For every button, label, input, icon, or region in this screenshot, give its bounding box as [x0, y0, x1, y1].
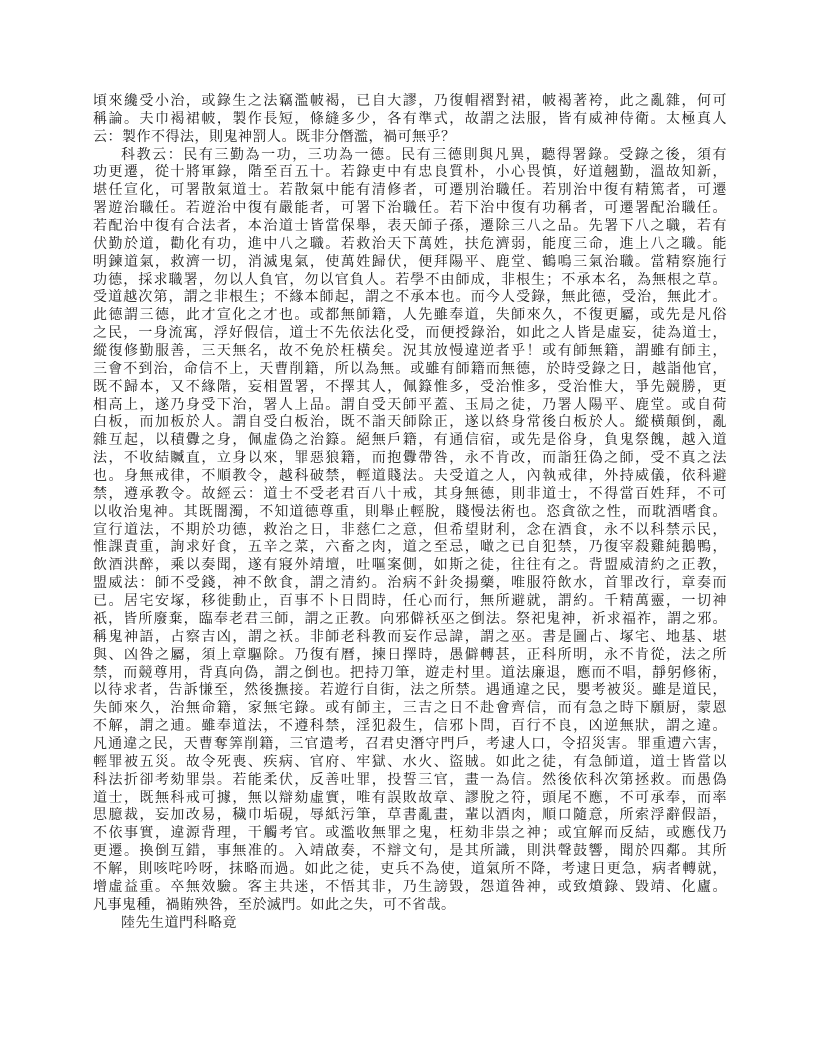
text-line: 伏勤於道，勸化有功，進中八之職。若救治天下萬姓，扶危濟弱，能度三命，進上八之職。能	[93, 235, 727, 252]
text-line: 祇，皆所廢棄，臨奉老君三師，謂之正教。向邪僻袄巫之倒法。祭祀鬼神，祈求福祚，謂之邪。	[93, 610, 727, 627]
text-line: 以收治鬼神。其既闇濁，不知道德尊重，則舉止輕脫，賤慢法術也。恣貪欲之性，而耽酒嗜食。	[93, 503, 727, 520]
text-line: 道士，既無科戒可據，無以辯劾虛實，唯有誤敗故章、謬脫之符，頭尾不應，不可承奉，而率	[93, 789, 727, 806]
text-line: 受道越次第，謂之非根生；不緣本師起，謂之不承本也。而今人受錄，無此德，受治，無此才。	[93, 289, 727, 306]
text-line: 功德，採求職署，勿以人負官，勿以官負人。若學不由師成，非根生；不承本名，為無根之草。	[93, 271, 727, 288]
text-line: 與、凶咎之屬，須上章驅除。乃復有曆，揀日擇時，愚僻轉甚，正科所明，永不肯從，法之所	[93, 646, 727, 663]
text-line: 也。身無戒律，不順教令，越科破禁，輕道賤法。夫受道之人，內執戒律，外持威儀，依科避	[93, 468, 727, 485]
text-line: 雜互起，以積釁之身，佩虛偽之治籙。絕無戶籍，有通信宿，或先是俗身，負鬼祭餽，越入道	[93, 432, 727, 449]
text-line: 輕罪被五災。故令死喪、疾病、官府、牢獄、水火、盜賊。如此之徒，有急師道，道士皆當以	[93, 753, 727, 770]
text-line: 更遷。換倒互錯，事無准的。入靖啟奏，不辯文句，是其所識，則洪聲鼓響，聞於四鄰。其所	[93, 843, 727, 860]
text-line: 明鍊道氣，救濟一切，消滅鬼氣，使萬姓歸伏，便拜陽平、鹿堂、鶴鳴三氣治職。當精察施行	[93, 253, 727, 270]
text-line: 若配治中復有合法者，本治道士皆當保舉，表天師子孫，遷除三八之品。先署下八之職，若有	[93, 218, 727, 235]
text-line: 以待求者，告訴慊至，然後撫接。若遊行自街，法之所禁。遇通違之民，嬰考被災。雖是道民，	[93, 682, 727, 699]
text-line: 已。居宅安塚，移徙動止，百事不卜日問時，任心而行，無所避就，謂約。千精萬靈，一切神	[93, 593, 727, 610]
text-line: 署遊治職任。若遊治中復有嚴能者，可署下治職任。若下治中復有功稱者，可遷署配治職任。	[93, 200, 727, 217]
text-block	[93, 93, 727, 932]
text-line: 三會不到治，命信不上，天曹削籍，所以為無。或雖有師籍而無德，於時受錄之日，越詣他官，	[93, 360, 727, 377]
text-line: 白板，而加板於人。謂自受白板治，既不詣天師除正，遂以終身常後白板於人。縱橫顛倒，亂	[93, 414, 727, 431]
text-line: 禁，遵承教令。故經云：道士不受老君百八十戒，其身無德，則非道士，不得當百姓拜，不可	[93, 485, 727, 502]
text-line: 此德謂三德，此才宣化之才也。或都無師籍，人先雖奉道，失師來久，不復更屬，或先是凡俗	[93, 307, 727, 324]
text-line: 思臆裁，妄加改易，穢巾垢硯，辱紙污筆，草書亂畫，輩以酒肉，順口隨意，所索浮辭假語，	[93, 807, 727, 824]
text-line: 陸先生道門科略竟	[121, 914, 237, 931]
text-line: 科法折卻考劾罪祟。若能柔伏，反善吐罪，投誓三官，畫一為信。然後依科次第拯救。而愚偽	[93, 771, 727, 788]
text-line: 宣行道法，不期於功德，救治之日，非慈仁之意，但希望財利，念在酒食，永不以科禁示民，	[93, 521, 727, 538]
text-line: 禁，而競尊用，背真向偽，謂之倒也。把持刀筆，遊走村里。道法廉退，應而不唱，靜躬修術，	[93, 664, 727, 681]
text-line: 不解，則咳咤吟呀，抹略而過。如此之徒，吏兵不為使，道氣所不降，考逮日更急，病者轉就，	[93, 860, 727, 877]
text-line: 增虛益重。卒無效驗。客主共迷，不悟其非，乃生謗毀，怨道咎神，或致燌錄、毀靖、化廬。	[93, 878, 727, 895]
text-line: 失師來久，治無命籍，家無宅錄。或有師主，三吉之日不赴會齊信，而有急之時下願厨，蒙恩	[93, 700, 727, 717]
text-line: 稱論。夫巾褐裙帔，製作長短，條縫多少，各有準式，故謂之法服，皆有威神侍衛。太極真人	[93, 110, 727, 127]
text-line: 盟威法：師不受錢，神不飲食，謂之清約。治病不針灸揚藥，唯服符飲水，首罪改行，章奏而	[93, 575, 727, 592]
text-line: 凡通違之民，天曹奪筭削籍，三官遣考，召君史潛守門戶，考逮人口，令招災害。罪重遭六害，	[93, 735, 727, 752]
text-line: 之民，一身流寓，浮好假信，道士不先依法化受，而便授錄治，如此之人皆是虛妄，徒為道士，	[93, 325, 727, 342]
text-line: 凡事鬼種，禍賄殃咎，至於滅門。如此之失，可不省哉。	[93, 896, 456, 913]
text-line: 飲酒洪醉，乘以奏聞，遂有寢外靖壇，吐嘔案側，如斯之徒，往往有之。背盟威清約之正教，	[93, 557, 727, 574]
text-line: 云：製作不得法，則鬼神罰人。既非分僭濫，禍可無乎？	[93, 128, 456, 145]
text-line: 既不歸本，又不緣階，妄相置署，不擇其人，佩籙惟多，受治惟多，受治惟大，爭先競勝，更	[93, 378, 727, 395]
text-line: 功更遷，從十將軍錄，階至百五十。若錄吏中有忠良質朴，小心畏慎，好道翹勤，溫故知新，	[93, 164, 727, 181]
text-line: 頃來纔受小治，或錄生之法竊濫帔褐，已自大謬，乃復帽褶對裙，帔褐著袴，此之亂雜，何可	[93, 93, 727, 109]
text-line: 科教云：民有三勤為一功，三功為一德。民有三德則與凡異，聽得署錄。受錄之後，須有	[121, 146, 727, 163]
text-line: 縱復修勤服善，三天無名，故不免於枉橫矣。況其放慢違逆者乎！或有師無籍，謂雖有師主，	[93, 343, 727, 360]
text-line: 相高上，遂乃身受下治，署人上品。謂自受天師平蓋、玉局之徒，乃署人陽平、鹿堂。或自荷	[93, 396, 727, 413]
text-line: 稱鬼神語，占察吉凶，謂之袄。非師老科教而妄作忌諱，謂之巫。書是圖占、塚宅、地基、堪	[93, 628, 727, 645]
text-line: 堪任宣化，可署散氣道士。若散氣中能有清修者，可遷別治職任。若別治中復有精篤者，可遷	[93, 182, 727, 199]
text-line: 惟課責重，詢求好食，五辛之菜，六畜之肉，道之至忌，噉之已自犯禁，乃復宰殺雞純鵝鴨，	[93, 539, 727, 556]
text-line: 法，不收結贓直，立身以來，罪惡狼籍，而抱釁帶咎，永不肯改，而詣狂偽之師，受不真之法	[93, 450, 727, 467]
text-line: 不解，謂之逋。雖奉道法，不遵科禁，淫犯殺生，信邪卜問，百行不良，凶逆無狀，謂之違。	[93, 718, 727, 735]
text-line: 不依事實，違源背理，干觸考官。或濫收無罪之鬼，枉劾非祟之神；或宜解而反結，或應伐乃	[93, 825, 727, 842]
